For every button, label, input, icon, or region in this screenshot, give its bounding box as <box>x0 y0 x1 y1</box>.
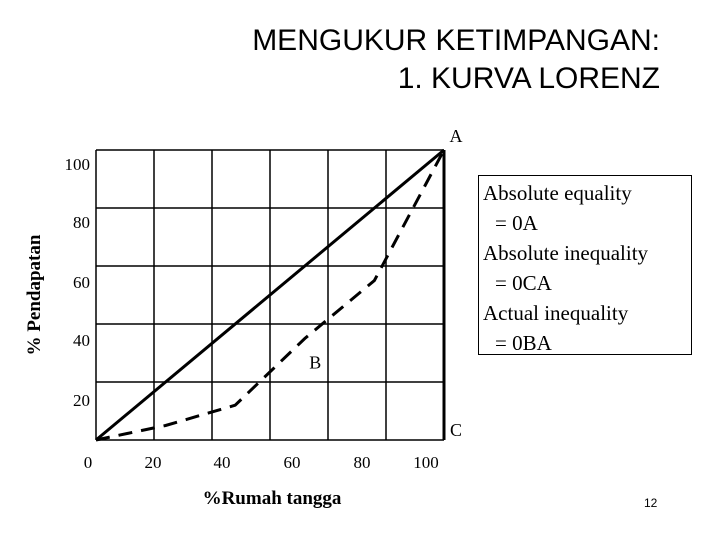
legend-line-equality: Absolute equality <box>483 181 632 205</box>
point-label-a: A <box>449 126 463 146</box>
legend-box <box>478 175 692 355</box>
point-label-c: C <box>449 420 463 440</box>
y-tick-label: 100 <box>64 155 90 174</box>
y-tick-label: 60 <box>73 273 90 292</box>
legend-line-actual-inequality: Actual inequality <box>483 301 629 325</box>
legend-line-absolute-inequality: Absolute inequality <box>483 241 649 265</box>
legend-value-actual-inequality: = 0BA <box>495 331 552 355</box>
y-tick-label: 20 <box>73 391 90 410</box>
x-tick-label: 80 <box>353 453 371 472</box>
x-tick-label: 20 <box>144 453 162 472</box>
legend-value-absolute-inequality: = 0CA <box>495 271 552 295</box>
y-tick-label: 40 <box>73 331 90 350</box>
x-axis-label: %Rumah tangga <box>202 488 342 509</box>
x-tick-label: 100 <box>413 453 439 472</box>
x-tick-label: 60 <box>283 453 301 472</box>
y-axis-label: % Pendapatan <box>24 234 45 356</box>
title-line-2: 1. KURVA LORENZ <box>397 62 660 95</box>
legend-value-equality: = 0A <box>495 211 538 235</box>
x-tick-label: 40 <box>213 453 231 472</box>
x-tick-label: 0 <box>83 453 93 472</box>
point-label-b: B <box>309 352 322 373</box>
page-number: 12 <box>644 496 658 510</box>
y-tick-label: 80 <box>73 213 90 232</box>
title-line-1: MENGUKUR KETIMPANGAN: <box>252 24 660 57</box>
